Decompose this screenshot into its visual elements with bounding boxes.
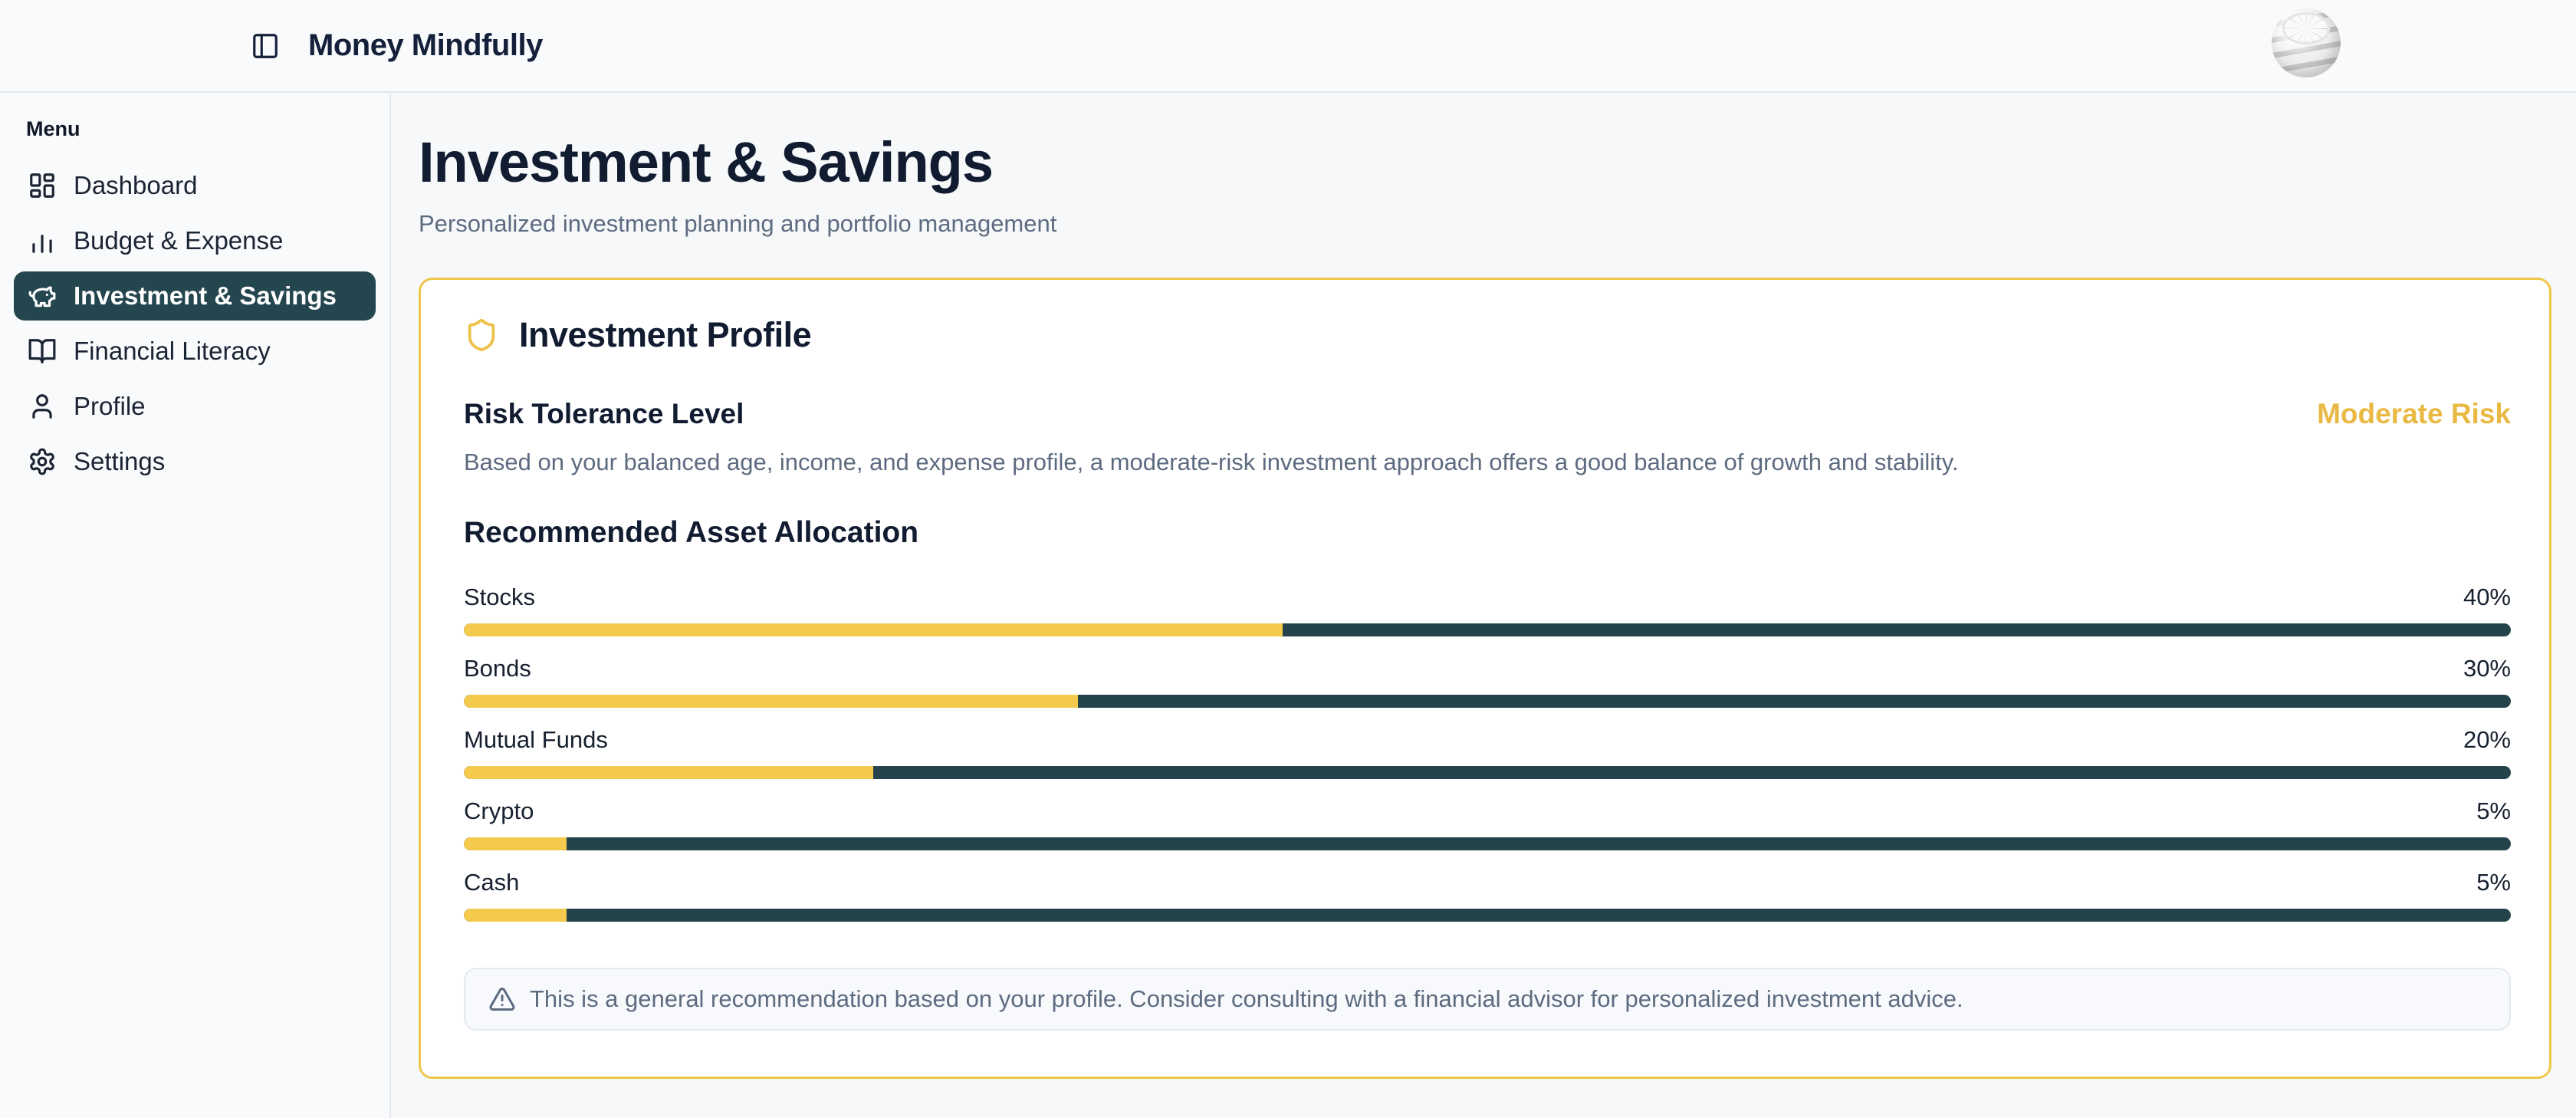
user-icon <box>28 392 57 421</box>
book-open-icon <box>28 337 57 366</box>
allocation-bar-fill <box>464 909 567 922</box>
sidebar-item-label: Profile <box>74 392 146 420</box>
investment-profile-card <box>419 278 2551 1079</box>
allocation-row <box>464 726 2511 779</box>
allocation-row-header <box>464 655 2511 682</box>
allocation-row <box>464 584 2511 636</box>
disclaimer-box <box>464 968 2511 1031</box>
allocation-bar-fill <box>464 695 1078 708</box>
sidebar-item-label: Budget & Expense <box>74 226 284 255</box>
risk-badge: Moderate Risk <box>2317 398 2511 430</box>
allocation-percent: 20% <box>2463 726 2511 754</box>
allocation-row-header <box>464 584 2511 611</box>
allocation-label: Mutual Funds <box>464 726 608 754</box>
sidebar-item-label: Settings <box>74 447 166 475</box>
allocation-bar-track <box>464 766 2511 779</box>
allocation-label: Bonds <box>464 655 531 682</box>
allocation-percent: 30% <box>2463 655 2511 682</box>
allocation-bar-fill <box>464 837 567 850</box>
avatar-image <box>2282 12 2329 44</box>
sidebar-item-label: Investment & Savings <box>74 281 337 310</box>
sidebar-item-budget-expense[interactable] <box>14 216 376 265</box>
risk-row <box>464 398 2511 430</box>
page-subtitle: Personalized investment planning and portfolio management <box>419 210 1057 238</box>
risk-description: Based on your balanced age, income, and expense profile, a moderate-risk investment approach offers a good balance of growth and stability. <box>464 449 1959 476</box>
dashboard-icon <box>28 171 57 200</box>
app-header <box>0 0 2576 93</box>
allocation-row-header <box>464 797 2511 825</box>
allocation-row <box>464 869 2511 922</box>
card-title: Investment Profile <box>519 315 812 355</box>
sidebar-item-settings[interactable] <box>14 437 376 486</box>
allocation-bar-track <box>464 623 2511 636</box>
piggy-bank-icon <box>28 281 57 311</box>
allocation-bar-track <box>464 909 2511 922</box>
allocation-bar-fill <box>464 766 873 779</box>
allocation-row-header <box>464 726 2511 754</box>
card-header <box>464 315 2511 355</box>
main-content <box>393 93 2576 1118</box>
allocation-list <box>464 584 2511 922</box>
allocation-row-header <box>464 869 2511 896</box>
risk-heading: Risk Tolerance Level <box>464 398 744 430</box>
sidebar-item-financial-literacy[interactable] <box>14 327 376 376</box>
app-title: Money Mindfully <box>308 28 543 62</box>
allocation-percent: 40% <box>2463 584 2511 611</box>
sidebar-item-label: Dashboard <box>74 171 198 199</box>
allocation-label: Crypto <box>464 797 534 825</box>
panel-left-icon <box>251 31 280 61</box>
allocation-label: Stocks <box>464 584 536 611</box>
shield-icon <box>464 317 499 353</box>
gear-icon <box>28 447 57 476</box>
user-avatar[interactable] <box>2272 8 2341 77</box>
allocation-row <box>464 655 2511 708</box>
sidebar-item-dashboard[interactable] <box>14 161 376 210</box>
allocation-percent: 5% <box>2476 797 2511 825</box>
page-title: Investment & Savings <box>419 130 994 194</box>
allocation-heading: Recommended Asset Allocation <box>464 516 919 550</box>
sidebar-item-profile[interactable] <box>14 382 376 431</box>
sidebar <box>0 94 391 1118</box>
allocation-percent: 5% <box>2476 869 2511 896</box>
disclaimer-text: This is a general recommendation based on your profile. Consider consulting with a financial advisor for personalized investment advice. <box>530 985 1963 1013</box>
sidebar-item-label: Financial Literacy <box>74 337 271 365</box>
sidebar-toggle-button[interactable] <box>244 25 287 67</box>
allocation-bar-track <box>464 837 2511 850</box>
menu-label: Menu <box>26 117 80 140</box>
bar-chart-icon <box>28 226 57 255</box>
allocation-bar-fill <box>464 623 1283 636</box>
allocation-bar-track <box>464 695 2511 708</box>
allocation-label: Cash <box>464 869 520 896</box>
sidebar-item-investment-savings[interactable] <box>14 271 376 321</box>
allocation-row <box>464 797 2511 850</box>
sidebar-nav <box>14 161 376 486</box>
alert-triangle-icon <box>488 985 516 1013</box>
